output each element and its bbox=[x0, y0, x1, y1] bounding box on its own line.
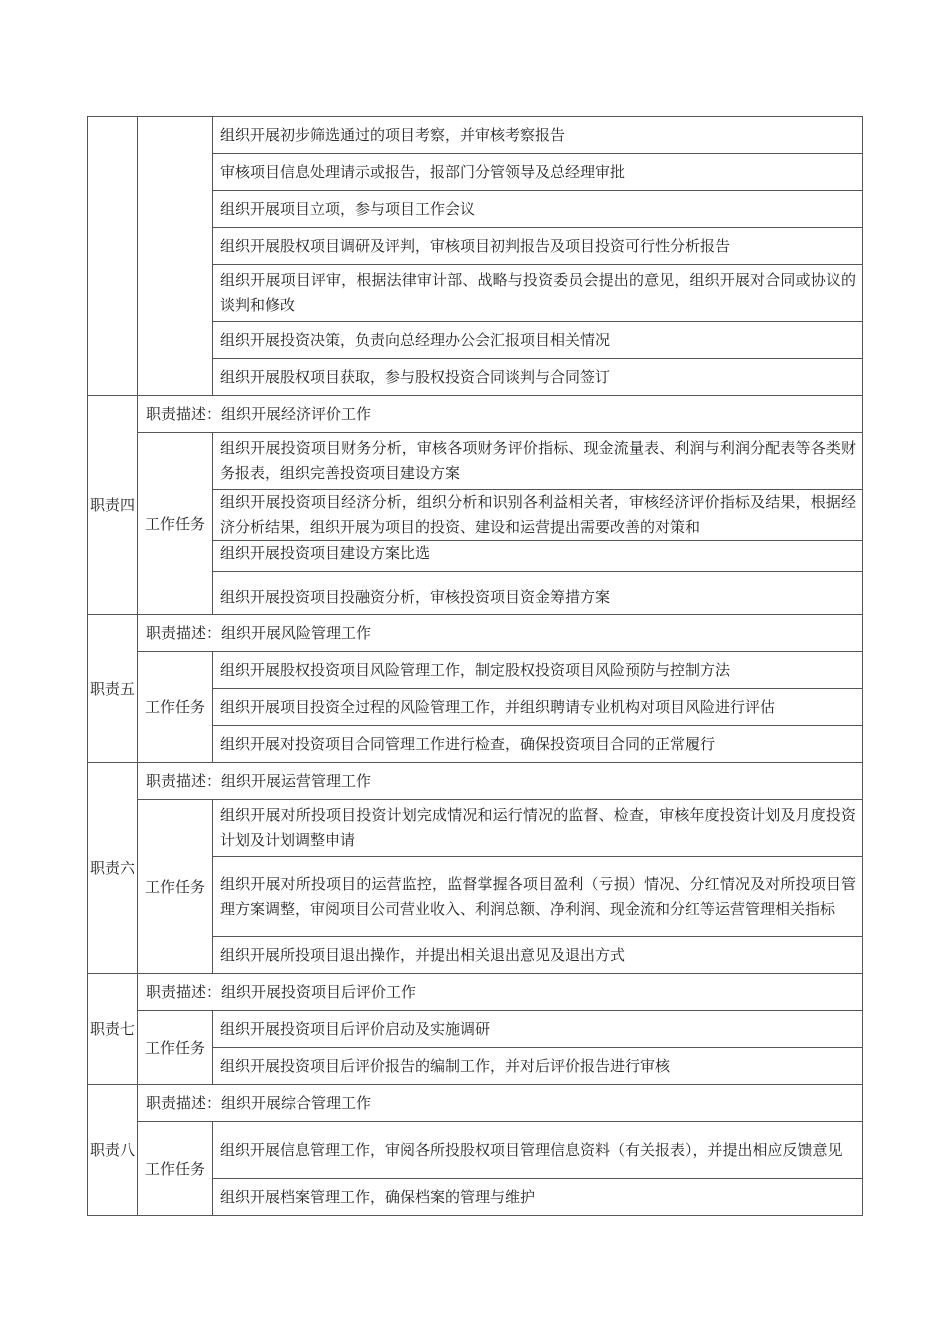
duty-label-cell bbox=[88, 117, 138, 396]
task-cell: 审核项目信息处理请示或报告，报部门分管领导及总经理审批 bbox=[213, 154, 863, 191]
duty-description bbox=[138, 763, 863, 800]
task-cell: 组织开展投资项目财务分析，审核各项财务评价指标、现金流量表、利润与利润分配表等各类财务报表，组织完善投资项目建设方案 bbox=[213, 433, 863, 490]
duty-description bbox=[138, 396, 863, 433]
desc-text: 组织开展综合管理工作 bbox=[221, 1093, 372, 1112]
duty-label: 职责六 bbox=[88, 763, 138, 974]
desc-text: 组织开展风险管理工作 bbox=[221, 623, 372, 642]
desc-prefix: 职责描述： bbox=[146, 771, 222, 790]
task-label: 工作任务 bbox=[138, 652, 213, 763]
table-row bbox=[88, 1085, 863, 1122]
task-cell: 组织开展投资项目后评价启动及实施调研 bbox=[213, 1011, 863, 1048]
desc-prefix: 职责描述： bbox=[146, 1093, 222, 1112]
task-cell: 组织开展信息管理工作，审阅各所投股权项目管理信息资料（有关报表），并提出相应反馈意见 bbox=[213, 1122, 863, 1179]
task-cell: 组织开展档案管理工作，确保档案的管理与维护 bbox=[213, 1179, 863, 1216]
task-cell: 组织开展投资项目建设方案比选 bbox=[213, 541, 863, 572]
table-row bbox=[88, 615, 863, 652]
table-row bbox=[88, 1011, 863, 1048]
task-cell: 组织开展股权项目获取，参与股权投资合同谈判与合同签订 bbox=[213, 359, 863, 396]
task-cell: 组织开展对所投项目的运营监控，监督掌握各项目盈利（亏损）情况、分红情况及对所投项目管理方案调整，审阅项目公司营业收入、利润总额、净利润、现金流和分红等运营管理相关指标 bbox=[213, 857, 863, 937]
desc-prefix: 职责描述： bbox=[146, 982, 222, 1001]
task-cell: 组织开展股权项目调研及评判，审核项目初判报告及项目投资可行性分析报告 bbox=[213, 228, 863, 265]
duty-description bbox=[138, 1085, 863, 1122]
table-row bbox=[88, 396, 863, 433]
desc-prefix: 职责描述： bbox=[146, 404, 222, 423]
duty-table bbox=[87, 116, 863, 1216]
table-row bbox=[88, 800, 863, 857]
desc-prefix: 职责描述： bbox=[146, 623, 222, 642]
duty-description bbox=[138, 974, 863, 1011]
task-label: 工作任务 bbox=[138, 1011, 213, 1085]
duty-description bbox=[138, 615, 863, 652]
task-cell: 组织开展投资决策，负责向总经理办公会汇报项目相关情况 bbox=[213, 322, 863, 359]
task-label-cell bbox=[138, 117, 213, 396]
task-cell: 组织开展投资项目投融资分析，审核投资项目资金筹措方案 bbox=[213, 572, 863, 615]
task-cell: 组织开展股权投资项目风险管理工作，制定股权投资项目风险预防与控制方法 bbox=[213, 652, 863, 689]
task-label: 工作任务 bbox=[138, 433, 213, 615]
task-cell bbox=[213, 490, 863, 541]
task-label: 工作任务 bbox=[138, 800, 213, 974]
table-row bbox=[88, 652, 863, 689]
task-label: 工作任务 bbox=[138, 1122, 213, 1216]
duty-label: 职责五 bbox=[88, 615, 138, 763]
table-row bbox=[88, 433, 863, 490]
task-cell: 组织开展投资项目后评价报告的编制工作，并对后评价报告进行审核 bbox=[213, 1048, 863, 1085]
duty-label: 职责四 bbox=[88, 396, 138, 615]
task-cell: 组织开展初步筛选通过的项目考察，并审核考察报告 bbox=[213, 117, 863, 154]
task-cell: 组织开展对所投项目投资计划完成情况和运行情况的监督、检查，审核年度投资计划及月度投资计划及计划调整申请 bbox=[213, 800, 863, 857]
duty-label: 职责八 bbox=[88, 1085, 138, 1216]
table-row bbox=[88, 1122, 863, 1179]
desc-text: 组织开展运营管理工作 bbox=[221, 771, 372, 790]
task-text: 组织开展投资项目经济分析，组织分析和识别各利益相关者，审核经济评价指标及结果，根据经济分析结果，组织开展为项目的投资、建设和运营提出需要改善的对策和 bbox=[220, 493, 856, 536]
task-cell: 组织开展项目投资全过程的风险管理工作，并组织聘请专业机构对项目风险进行评估 bbox=[213, 689, 863, 726]
desc-text: 组织开展经济评价工作 bbox=[221, 404, 372, 423]
task-cell: 组织开展所投项目退出操作，并提出相关退出意见及退出方式 bbox=[213, 937, 863, 974]
task-cell: 组织开展项目立项，参与项目工作会议 bbox=[213, 191, 863, 228]
duty-label: 职责七 bbox=[88, 974, 138, 1085]
table-row bbox=[88, 974, 863, 1011]
desc-text: 组织开展投资项目后评价工作 bbox=[221, 982, 417, 1001]
table-row bbox=[88, 117, 863, 154]
task-cell: 组织开展对投资项目合同管理工作进行检查，确保投资项目合同的正常履行 bbox=[213, 726, 863, 763]
table-row bbox=[88, 763, 863, 800]
task-cell: 组织开展项目评审，根据法律审计部、战略与投资委员会提出的意见，组织开展对合同或协议的谈判和修改 bbox=[213, 265, 863, 322]
